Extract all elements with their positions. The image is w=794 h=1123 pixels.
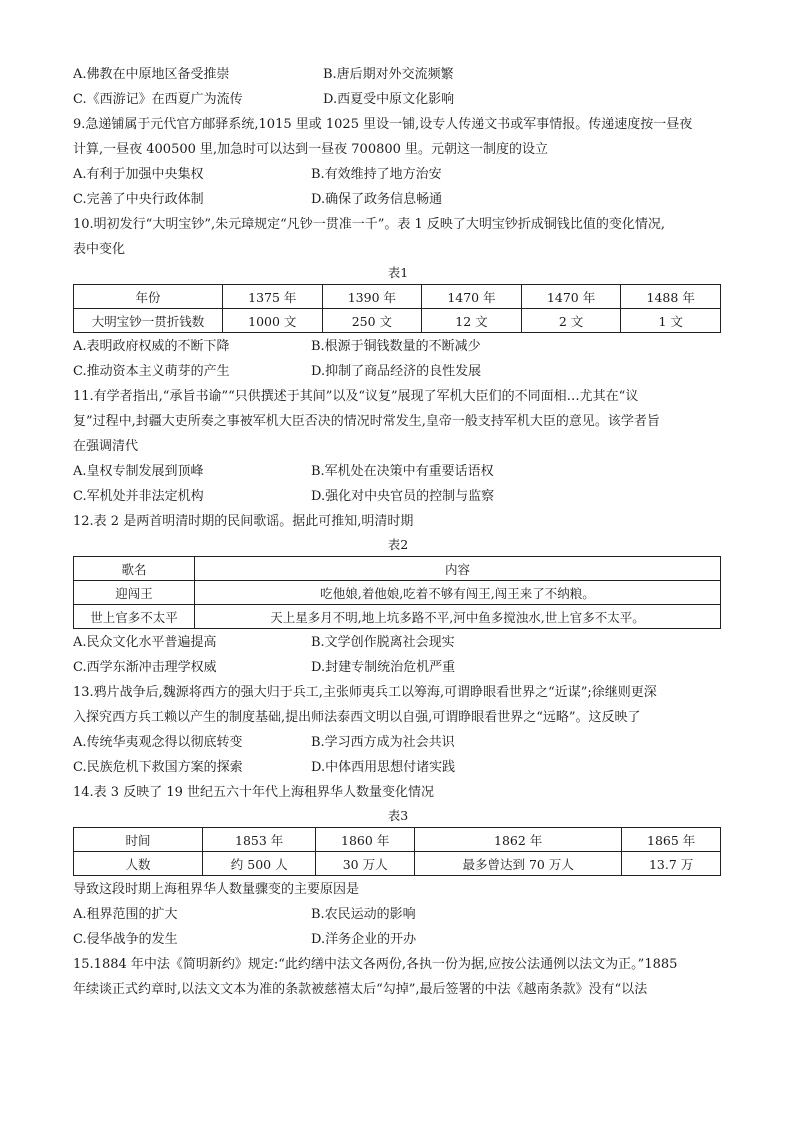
table-row: [74, 828, 721, 852]
q12-options-row1: [73, 630, 723, 655]
q11-options-row2: [73, 484, 723, 509]
q8-option-c: C.《西游记》在西夏广为流传: [73, 92, 243, 107]
table-cell: 世上官多不太平: [74, 605, 195, 629]
table-row: [74, 309, 721, 333]
q9-option-d: D.确保了政务信息畅通: [311, 192, 443, 207]
q13-stem-line2: 入探究西方兵工赖以产生的制度基础,提出师法泰西文明以自强,可谓睁眼看世界之“远略”。这反映了: [73, 710, 641, 725]
table-cell: 迎闯王: [74, 581, 195, 605]
q10-stem-line1: 10.明初发行“大明宝钞”,朱元璋规定“凡钞一贯准一千”。表 1 反映了大明宝钞折成铜钱比值的变化情况,: [73, 217, 666, 232]
q10-options-row1: [73, 334, 723, 359]
q12-option-b: B.文学创作脱离社会现实: [311, 635, 455, 650]
q8-option-a: A.佛教在中原地区备受推崇: [73, 67, 230, 82]
q9-options-row1: [73, 162, 723, 187]
table-cell: 大明宝钞一贯折钱数: [74, 309, 223, 333]
q9-option-b: B.有效维持了地方治安: [311, 167, 442, 182]
q11-option-c: C.军机处并非法定机构: [73, 489, 204, 504]
q14-option-b: B.农民运动的影响: [311, 907, 416, 922]
q11-option-a: A.皇权专制发展到顶峰: [73, 464, 204, 479]
q12-options-row2: [73, 655, 723, 680]
table1: [73, 284, 721, 333]
table-cell: 歌名: [74, 557, 195, 581]
table-cell: 2 文: [521, 309, 621, 333]
q15-stem-line1: 15.1884 年中法《简明新约》规定:“此约缮中法文各两份,各执一份为据,应按公法通例以法文为正。”1885: [73, 957, 678, 972]
q13-options-row2: [73, 755, 723, 780]
exam-page: [73, 62, 723, 1002]
table-cell: 吃他娘,着他娘,吃着不够有闯王,闯王来了不纳粮。: [195, 581, 721, 605]
table-cell: 1375 年: [223, 285, 323, 309]
q8-option-b: B.唐后期对外交流频繁: [323, 67, 454, 82]
table-row: [74, 285, 721, 309]
table1-caption: 表1: [387, 265, 409, 280]
q14-option-a: A.租界范围的扩大: [73, 907, 178, 922]
table-cell: 1470 年: [521, 285, 621, 309]
table-cell: 1470 年: [422, 285, 522, 309]
q11-stem-line2: 复”过程中,封疆大吏所奏之事被军机大臣否决的情况时常发生,皇帝一般支持军机大臣的意见。该学者旨: [73, 414, 660, 429]
table-row: [74, 852, 721, 876]
table-cell: 1860 年: [316, 828, 415, 852]
table-cell: 人数: [74, 852, 203, 876]
q8-options-row2: [73, 87, 723, 112]
table-cell: 最多曾达到 70 万人: [415, 852, 622, 876]
table-cell: 1390 年: [322, 285, 422, 309]
q11-stem-line3: 在强调清代: [73, 439, 139, 454]
q12-option-d: D.封建专制统治危机严重: [311, 660, 456, 675]
q14-stem: 14.表 3 反映了 19 世纪五六十年代上海租界华人数量变化情况: [73, 785, 435, 800]
q13-option-b: B.学习西方成为社会共识: [311, 735, 455, 750]
q9-stem-line2: 计算,一昼夜 400500 里,加急时可以达到一昼夜 700800 里。元朝这一制度的设立: [73, 142, 549, 157]
table2: [73, 556, 721, 629]
q15-stem-line2: 年续谈正式约章时,以法文文本为准的条款被慈禧太后“勾掉”,最后签署的中法《越南条款》没有“以法: [73, 982, 648, 997]
table-cell: 时间: [74, 828, 203, 852]
table-row: [74, 581, 721, 605]
table-cell: 1488 年: [621, 285, 721, 309]
table-row: [74, 557, 721, 581]
table3-caption: 表3: [387, 808, 409, 823]
q8-option-d: D.西夏受中原文化影响: [323, 92, 455, 107]
table-cell: 约 500 人: [203, 852, 316, 876]
q14-option-d: D.洋务企业的开办: [311, 932, 417, 947]
q11-options-row1: [73, 459, 723, 484]
q10-option-b: B.根源于铜钱数量的不断减少: [311, 339, 481, 354]
table-cell: 天上星多月不明,地上坑多路不平,河中鱼多搅浊水,世上官多不太平。: [195, 605, 721, 629]
q10-options-row2: [73, 359, 723, 384]
table-cell: 1865 年: [622, 828, 721, 852]
q12-option-a: A.民众文化水平普遍提高: [73, 635, 217, 650]
table-cell: 内容: [195, 557, 721, 581]
table2-caption: 表2: [387, 537, 409, 552]
q8-options-row1: [73, 62, 723, 87]
table-cell: 1 文: [621, 309, 721, 333]
table-cell: 13.7 万: [622, 852, 721, 876]
table-cell: 1000 文: [223, 309, 323, 333]
q9-option-c: C.完善了中央行政体制: [73, 192, 204, 207]
q13-option-a: A.传统华夷观念得以彻底转变: [73, 735, 243, 750]
q14-option-c: C.侵华战争的发生: [73, 932, 178, 947]
q12-option-c: C.西学东渐冲击理学权威: [73, 660, 217, 675]
q13-options-row1: [73, 730, 723, 755]
q11-stem-line1: 11.有学者指出,“承旨书谕”“只供撰述于其间”以及“议复”展现了军机大臣们的不同面相…尤其在“议: [73, 389, 639, 404]
q10-option-c: C.推动资本主义萌芽的产生: [73, 364, 230, 379]
table-cell: 年份: [74, 285, 223, 309]
q10-option-d: D.抑制了商品经济的良性发展: [311, 364, 482, 379]
table-row: [74, 605, 721, 629]
q9-options-row2: [73, 187, 723, 212]
q14-options-row2: [73, 927, 723, 952]
table-cell: 1853 年: [203, 828, 316, 852]
q10-option-a: A.表明政府权威的不断下降: [73, 339, 230, 354]
table-cell: 250 文: [322, 309, 422, 333]
q11-option-b: B.军机处在决策中有重要话语权: [311, 464, 494, 479]
table-cell: 12 文: [422, 309, 522, 333]
q12-stem: 12.表 2 是两首明清时期的民间歌谣。据此可推知,明清时期: [73, 514, 414, 529]
q13-option-c: C.民族危机下救国方案的探索: [73, 760, 243, 775]
q14-stem-after: 导致这段时期上海租界华人数量骤变的主要原因是: [73, 882, 360, 897]
q10-stem-line2: 表中变化: [73, 242, 126, 257]
table-cell: 30 万人: [316, 852, 415, 876]
table3: [73, 827, 721, 876]
q13-stem-line1: 13.鸦片战争后,魏源将西方的强大归于兵工,主张师夷兵工以筹海,可谓睁眼看世界之“近谋”;徐继则更深: [73, 685, 657, 700]
q14-options-row1: [73, 902, 723, 927]
table-cell: 1862 年: [415, 828, 622, 852]
q13-option-d: D.中体西用思想付诸实践: [311, 760, 456, 775]
q9-option-a: A.有利于加强中央集权: [73, 167, 204, 182]
q9-stem-line1: 9.急递铺属于元代官方邮驿系统,1015 里或 1025 里设一铺,设专人传递文书或军事情报。传递速度按一昼夜: [73, 117, 693, 132]
q11-option-d: D.强化对中央官员的控制与监察: [311, 489, 495, 504]
